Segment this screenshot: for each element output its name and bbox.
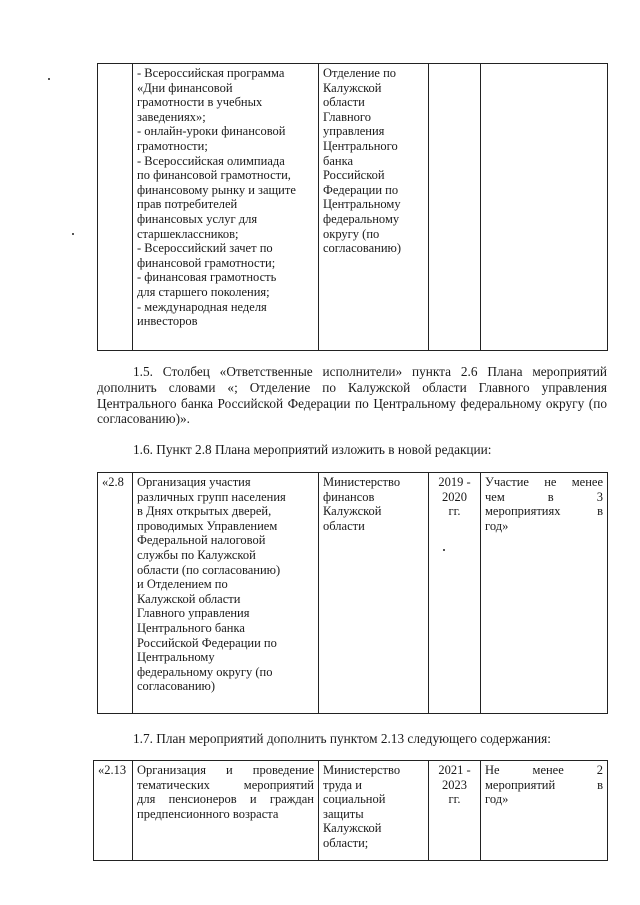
cell-line: 2020: [442, 489, 467, 504]
responsible-cell: [319, 761, 429, 861]
cell-line: 2021 -: [438, 763, 471, 777]
table-row: [94, 761, 608, 861]
cell-line: - Всероссийская олимпиада: [137, 153, 285, 168]
cell-line: - Всероссийская программа: [137, 66, 285, 80]
events-cell: [133, 64, 319, 351]
scan-dot: [72, 233, 74, 235]
heading-1-7: 1.7. План мероприятий дополнить пунктом 2.13 следующего содержания:: [133, 731, 551, 746]
cell-line: гг.: [448, 792, 461, 807]
cell-line: мероприятий в: [485, 777, 603, 792]
cell-line: согласованию): [137, 679, 216, 694]
cell-line: области;: [323, 835, 369, 850]
number-cell: «2.13: [94, 761, 133, 861]
cell-line: управления: [323, 124, 385, 139]
cell-line: прав потребителей: [137, 197, 238, 212]
period-cell: [429, 64, 481, 351]
responsible-cell: [319, 473, 429, 714]
cell-line: для старшего поколения;: [137, 284, 270, 299]
cell-line: Калужской: [323, 80, 382, 95]
cell-line: грамотности;: [137, 138, 208, 153]
cell-line: год»: [485, 792, 509, 807]
cell-line: банка: [323, 153, 354, 168]
cell-line: Федерации по: [323, 182, 399, 197]
cell-line: различных групп населения: [137, 489, 286, 504]
cell-line: для пенсионеров и граждан: [137, 792, 314, 807]
table-item-2-8: [97, 472, 608, 714]
cell-line: - международная неделя: [137, 299, 267, 314]
cell-line: Центральному: [323, 197, 401, 212]
cell-line: согласованию): [323, 241, 402, 256]
cell-line: области: [323, 518, 365, 533]
cell-line: по финансовой грамотности,: [137, 168, 291, 183]
cell-line: заведениях»;: [137, 109, 206, 124]
cell-line: предпенсионного возраста: [137, 806, 279, 821]
cell-line: проводимых Управлением: [137, 518, 278, 533]
cell-line: федеральному округу (по: [137, 664, 273, 679]
cell-line: Центральному: [137, 650, 215, 665]
cell-line: финансовому рынку и защите: [137, 182, 296, 197]
cell-line: Главного управления: [137, 606, 250, 621]
cell-line: Министерство: [323, 475, 401, 489]
cell-line: «Дни финансовой: [137, 80, 233, 95]
cell-line: Калужской: [323, 504, 382, 519]
cell-line: Министерство: [323, 763, 401, 777]
indicator-cell: [481, 473, 608, 714]
cell-line: год»: [485, 518, 509, 533]
cell-line: старшеклассников;: [137, 226, 239, 241]
cell-line: грамотности в учебных: [137, 95, 263, 110]
cell-line: округу (по: [323, 226, 380, 241]
cell-line: гг.: [448, 504, 461, 519]
table-item-2-13: [93, 760, 608, 861]
cell-line: Участие не менее: [485, 475, 603, 489]
responsible-cell: [319, 64, 429, 351]
cell-line: финансовой грамотности;: [137, 255, 276, 270]
cell-line: Главного: [323, 109, 371, 124]
cell-line: и Отделением по: [137, 577, 228, 592]
paragraph-1-5: [97, 364, 607, 427]
number-cell: «2.8: [98, 473, 133, 714]
events-cell: [133, 473, 319, 714]
indicator-cell: [481, 761, 608, 861]
number-cell: [98, 64, 133, 351]
table-row: [98, 64, 608, 351]
cell-line: области (по согласованию): [137, 562, 281, 577]
cell-line: Российской Федерации по: [137, 635, 277, 650]
cell-line: Центрального: [323, 138, 398, 153]
cell-line: области: [323, 95, 365, 110]
cell-line: федеральному: [323, 211, 400, 226]
cell-line: финансов: [323, 489, 375, 504]
cell-line: Отделение по: [323, 66, 397, 80]
cell-line: инвесторов: [137, 314, 198, 329]
paragraph-text: 1.5. Столбец «Ответственные исполнители» пункта 2.6 Плана мероприятий дополнить словами «; Отделение по Калужской области Главного управления Центрального банка Российской Федерации по Центральному федеральному округу (по согласованию)».: [97, 364, 607, 427]
period-cell: [429, 473, 481, 714]
scan-dot: [48, 78, 50, 80]
cell-line: - онлайн-уроки финансовой: [137, 124, 286, 139]
cell-line: 2019 -: [438, 475, 471, 489]
cell-line: финансовых услуг для: [137, 211, 258, 226]
cell-line: Организация и проведение: [137, 763, 314, 777]
cell-line: труда и: [323, 777, 362, 792]
cell-line: Калужской: [323, 821, 382, 836]
cell-line: службы по Калужской: [137, 547, 256, 562]
cell-line: - Всероссийский зачет по: [137, 241, 273, 256]
table-row: [98, 473, 608, 714]
cell-line: Калужской области: [137, 591, 241, 606]
events-cell: [133, 761, 319, 861]
cell-line: мероприятиях в: [485, 504, 603, 519]
cell-line: Центрального банка: [137, 620, 245, 635]
heading-1-6: 1.6. Пункт 2.8 Плана мероприятий изложить в новой редакции:: [133, 442, 492, 457]
cell-line: Не менее 2: [485, 763, 603, 777]
cell-line: Российской: [323, 168, 385, 183]
cell-line: чем в 3: [485, 489, 603, 504]
table-continuation: [97, 63, 608, 351]
cell-line: в Днях открытых дверей,: [137, 504, 272, 519]
indicator-cell: [481, 64, 608, 351]
cell-line: - финансовая грамотность: [137, 270, 277, 285]
cell-line: Федеральной налоговой: [137, 533, 266, 548]
cell-line: защиты: [323, 806, 364, 821]
cell-line: Организация участия: [137, 475, 251, 489]
period-cell: [429, 761, 481, 861]
cell-line: 2023: [442, 777, 467, 792]
cell-line: социальной: [323, 792, 386, 807]
cell-line: тематических мероприятий: [137, 777, 314, 792]
